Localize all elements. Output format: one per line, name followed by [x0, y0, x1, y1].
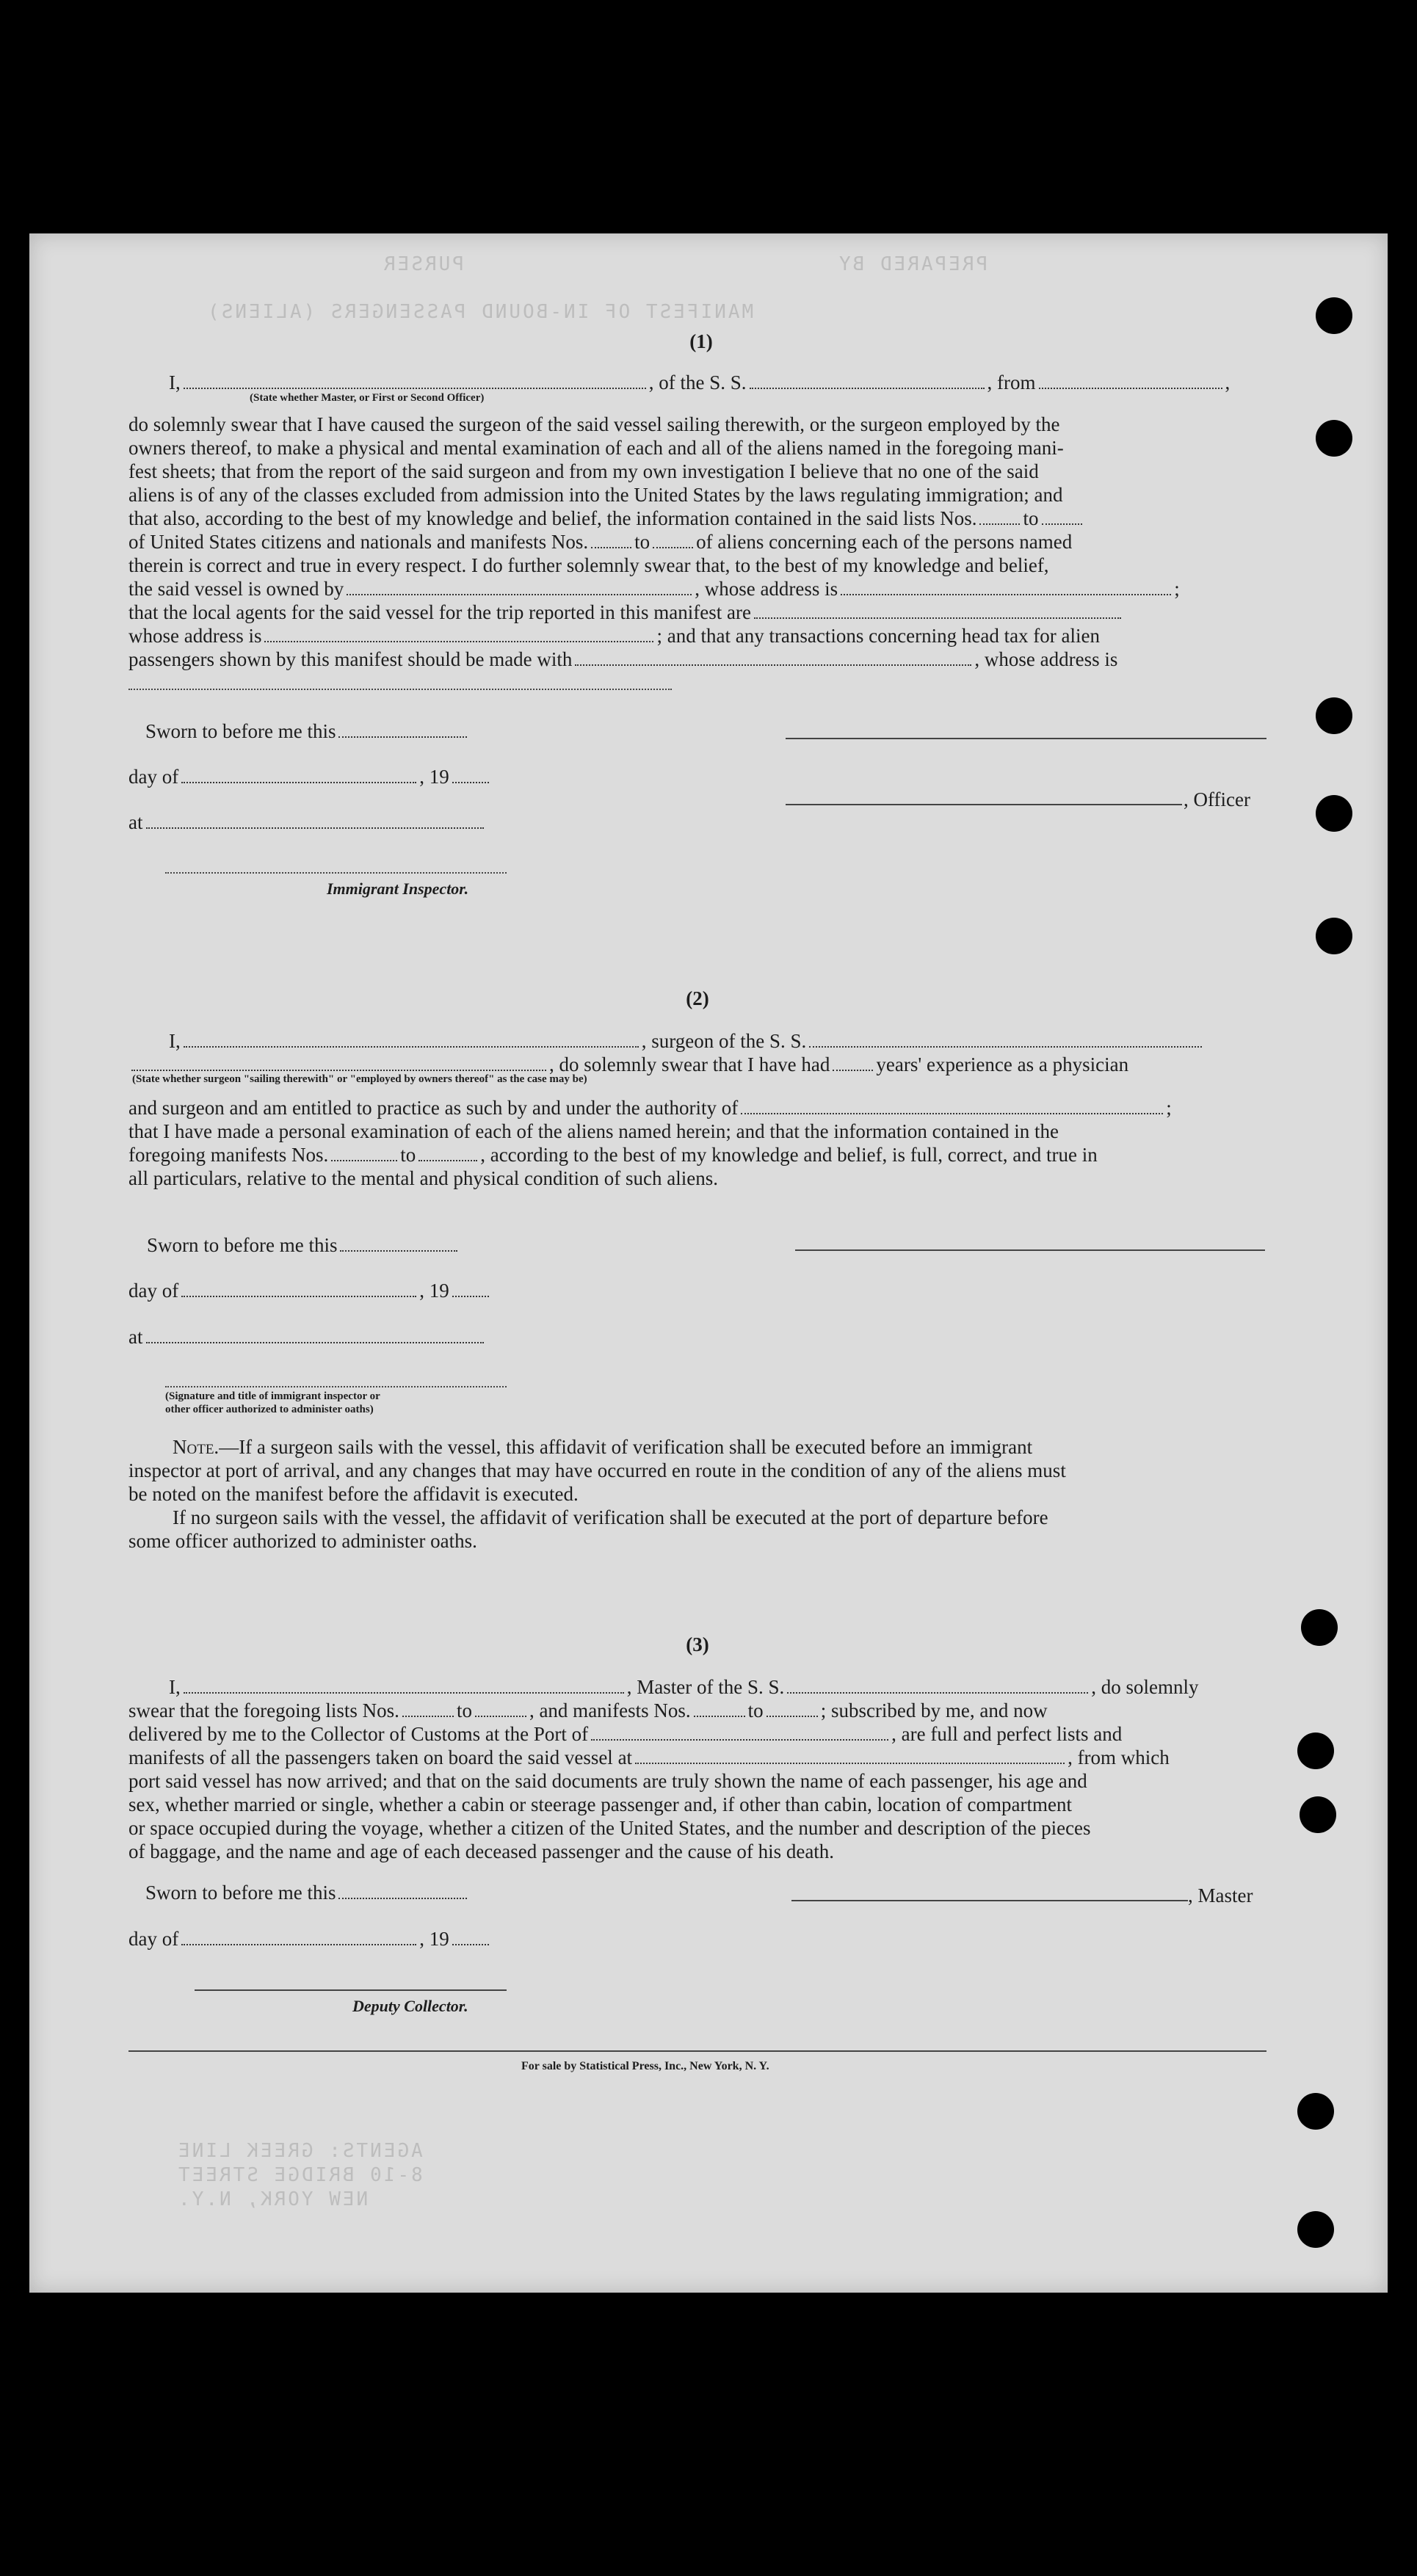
s2-day-of: day of — [128, 1280, 179, 1302]
s2-l3: that I have made a personal examination of each of the aliens named herein; and that the information contained in the — [128, 1120, 1059, 1142]
s2-year-blank[interactable] — [452, 1295, 489, 1297]
s3-master-blank[interactable] — [184, 1691, 624, 1694]
s3-list-to-blank[interactable] — [475, 1715, 526, 1717]
s3-manifest-to-blank[interactable] — [767, 1715, 818, 1717]
s3-l3a: delivered by me to the Collector of Customs at the Port of — [128, 1723, 589, 1745]
s2-at — [128, 1325, 487, 1349]
s1-officer-line — [169, 371, 1230, 394]
punch-hole — [1297, 2093, 1334, 2130]
s1-comma: , — [1225, 371, 1231, 393]
s2-ship-blank[interactable] — [809, 1045, 1202, 1048]
s1-l11b: , whose address is — [974, 648, 1118, 670]
s3-l2d: to — [747, 1699, 764, 1721]
s1-year: , 19 — [419, 766, 449, 788]
s3-l7: or space occupied during the voyage, whether a citizen of the United States, and the number and description of the pieces — [128, 1817, 1091, 1839]
s1-l7: therein is correct and true in every respect. I do further solemnly swear that, to the best of my knowledge and belief, — [128, 554, 1049, 576]
s1-l1: do solemnly swear that I have caused the surgeon of the said vessel sailing therewith, or the surgeon employed by the — [128, 413, 1060, 435]
s3-master-rule — [791, 1900, 1188, 1901]
s1-day — [128, 765, 492, 788]
s3-i: I, — [169, 1676, 181, 1698]
s1-agents-address-blank[interactable] — [264, 640, 653, 642]
s1-l6c: of aliens concerning each of the persons named — [696, 531, 1073, 553]
s1-at-blank[interactable] — [146, 827, 484, 829]
s1-manifest-from-blank[interactable] — [591, 546, 631, 548]
s1-inspector-label: Immigrant Inspector. — [327, 879, 469, 898]
s1-agents-blank[interactable] — [754, 617, 1121, 619]
s2-day — [128, 1279, 492, 1302]
s1-l8a: the said vessel is owned by — [128, 578, 344, 600]
s3-l4 — [128, 1746, 1170, 1769]
s1-l8c: ; — [1174, 578, 1180, 600]
s1-signature-rule — [786, 738, 1266, 739]
s3-l4a: manifests of all the passengers taken on board the said vessel at — [128, 1746, 633, 1768]
s3-l2c: , and manifests Nos. — [529, 1699, 691, 1721]
s1-officer-label: , Officer — [1184, 788, 1250, 810]
s1-inspector-rule — [165, 872, 507, 874]
s1-at-text: at — [128, 811, 143, 833]
s3-l3 — [128, 1722, 1122, 1746]
s1-address-rule — [128, 689, 672, 690]
s2-l5: all particulars, relative to the mental and physical condition of such aliens. — [128, 1167, 718, 1189]
s1-manifest-to-blank[interactable] — [653, 546, 693, 548]
s2-hint: (State whether surgeon "sailing therewith" or "employed by owners thereof" as the case may be) — [132, 1073, 587, 1085]
s1-year-blank[interactable] — [452, 781, 489, 783]
punch-hole — [1316, 918, 1352, 954]
s1-i: I, — [169, 371, 181, 393]
s1-sworn — [145, 719, 470, 743]
s3-l2b: to — [456, 1699, 472, 1721]
s3-ship-blank[interactable] — [787, 1691, 1088, 1694]
s2-manifest-from-blank[interactable] — [331, 1159, 397, 1161]
s1-l9 — [128, 601, 1124, 624]
s3-sworn — [145, 1881, 470, 1904]
s3-l2 — [128, 1699, 1048, 1722]
s2-l2 — [128, 1096, 1172, 1120]
s3-master-of: , Master of the S. S. — [626, 1676, 785, 1698]
s2-sworn-text: Sworn to before me this — [147, 1234, 338, 1256]
s1-list-to-blank[interactable] — [1042, 523, 1082, 525]
s2-at-text: at — [128, 1326, 143, 1348]
s2-note-1 — [173, 1435, 1032, 1459]
s2-sig-1: (Signature and title of immigrant inspector or — [165, 1390, 380, 1402]
s3-year: , 19 — [419, 1928, 449, 1950]
s1-l6b: to — [634, 531, 650, 553]
s1-headtax-blank[interactable] — [575, 664, 971, 666]
s1-l2: owners thereof, to make a physical and mental examination of each and all of the aliens named in the foregoing mani- — [128, 437, 1064, 459]
section-1-number: (1) — [689, 330, 713, 352]
ghost-prepared-by: PREPARED BY — [837, 253, 988, 275]
s1-owner-blank[interactable] — [347, 593, 692, 595]
s1-sworn-text: Sworn to before me this — [145, 720, 336, 742]
punch-hole — [1300, 1796, 1336, 1833]
s1-l3: fest sheets; that from the report of the said surgeon and from my own investigation I believe that no one of the said — [128, 460, 1039, 482]
s3-solemnly: , do solemnly — [1091, 1676, 1199, 1698]
s1-officer-rule — [786, 804, 1182, 805]
s2-note-4: If no surgeon sails with the vessel, the affidavit of verification shall be executed at the port of departure before — [173, 1506, 1048, 1528]
s2-l4b: to — [400, 1144, 416, 1166]
s2-l1b: years' experience as a physician — [876, 1053, 1129, 1075]
footer-printer: For sale by Statistical Press, Inc., New York, N. Y. — [521, 2060, 769, 2072]
ghost-agents-city: NEW YORK, N.Y. — [176, 2188, 369, 2210]
s1-day-of: day of — [128, 766, 179, 788]
section-3-number: (3) — [686, 1633, 709, 1655]
s1-sworn-blank[interactable] — [338, 736, 467, 738]
s1-l8 — [128, 577, 1180, 601]
s3-day — [128, 1927, 492, 1951]
s1-owner-address-blank[interactable] — [841, 593, 1171, 595]
s2-l2b: ; — [1166, 1097, 1172, 1119]
ghost-agents-street: 8-10 BRIDGE STREET — [176, 2164, 423, 2186]
s2-years-blank[interactable] — [833, 1069, 873, 1071]
s2-sworn — [147, 1233, 460, 1257]
s3-l4b: , from which — [1068, 1746, 1170, 1768]
s1-l8b: , whose address is — [695, 578, 838, 600]
s2-surgeon-status-blank[interactable] — [131, 1069, 546, 1071]
s1-l4: aliens is of any of the classes excluded from admission into the United States by the laws regulating immigration; and — [128, 484, 1063, 506]
s3-day-blank[interactable] — [181, 1943, 416, 1945]
s2-manifest-to-blank[interactable] — [418, 1159, 477, 1161]
s2-l2-text: and surgeon and am entitled to practice as such by and under the authority of — [128, 1097, 739, 1119]
s1-l11a: passengers shown by this manifest should be made with — [128, 648, 573, 670]
s2-year: , 19 — [419, 1280, 449, 1302]
s3-l1 — [169, 1675, 1198, 1699]
s3-l5: port said vessel has now arrived; and that on the said documents are truly shown the name of each passenger, his age and — [128, 1770, 1087, 1792]
ghost-purser: PURSER — [382, 253, 464, 275]
s1-officer-blank[interactable] — [184, 387, 646, 389]
s3-l2e: ; subscribed by me, and now — [820, 1699, 1048, 1721]
s2-surgeon-of: , surgeon of the S. S. — [641, 1030, 807, 1052]
punch-hole — [1316, 697, 1352, 734]
s2-authority-blank[interactable] — [741, 1112, 1163, 1114]
s1-l11 — [128, 647, 1117, 671]
punch-hole — [1316, 795, 1352, 832]
s1-from: , from — [987, 371, 1036, 393]
s2-l4a: foregoing manifests Nos. — [128, 1144, 329, 1166]
footer-rule — [128, 2050, 1266, 2052]
s1-l5b: to — [1023, 507, 1039, 529]
s3-port-blank[interactable] — [591, 1738, 888, 1741]
s3-l3b: , are full and perfect lists and — [891, 1723, 1123, 1745]
ghost-agents: AGENTS: GREEK LINE — [176, 2140, 423, 2162]
punch-hole — [1297, 1733, 1334, 1769]
s1-l5 — [128, 507, 1085, 530]
s2-note-3: be noted on the manifest before the affidavit is executed. — [128, 1483, 579, 1505]
s1-l6a: of United States citizens and nationals and manifests Nos. — [128, 531, 589, 553]
s3-collector-rule — [195, 1989, 507, 1991]
s3-l8: of baggage, and the name and age of each deceased passenger and the cause of his death. — [128, 1840, 835, 1862]
s2-day-blank[interactable] — [181, 1295, 416, 1297]
s2-l1a: , do solemnly swear that I have had — [549, 1053, 830, 1075]
s2-signature-rule — [795, 1249, 1265, 1251]
punch-hole — [1297, 2211, 1334, 2248]
s3-manifest-from-blank[interactable] — [694, 1715, 745, 1717]
s2-at-blank[interactable] — [146, 1341, 484, 1343]
s2-sig-2: other officer authorized to administer oaths) — [165, 1404, 374, 1415]
s3-collector-label: Deputy Collector. — [352, 1997, 468, 2015]
s2-l4c: , according to the best of my knowledge and belief, is full, correct, and true in — [480, 1144, 1098, 1166]
s3-list-from-blank[interactable] — [402, 1715, 454, 1717]
s1-ship-blank[interactable] — [750, 387, 985, 389]
s1-l6 — [128, 530, 1072, 554]
s1-list-from-blank[interactable] — [979, 523, 1020, 525]
s2-note1: —If a surgeon sails with the vessel, this affidavit of verification shall be executed before an immigrant — [219, 1436, 1033, 1458]
punch-hole — [1316, 297, 1352, 334]
s3-sworn-blank[interactable] — [338, 1897, 467, 1899]
s1-l10 — [128, 624, 1100, 647]
s2-inspector-rule — [165, 1386, 507, 1387]
s1-l9-text: that the local agents for the said vessel for the trip reported in this manifest are — [128, 601, 751, 623]
s1-hint: (State whether Master, or First or Second Officer) — [250, 392, 485, 404]
s3-l2a: swear that the foregoing lists Nos. — [128, 1699, 399, 1721]
s3-year-blank[interactable] — [452, 1943, 489, 1945]
punch-hole — [1301, 1609, 1338, 1646]
s2-note-label: Note. — [173, 1436, 220, 1458]
s1-of-ss: , of the S. S. — [648, 371, 747, 393]
ghost-manifest: MANIFEST OF IN-BOUND PASSENGERS (ALIENS) — [206, 301, 754, 323]
s1-l5a: that also, according to the best of my knowledge and belief, the information contained in the said lists Nos. — [128, 507, 977, 529]
punch-hole — [1316, 420, 1352, 457]
s3-master-label: , Master — [1188, 1884, 1253, 1906]
section-2-number: (2) — [686, 987, 709, 1009]
s2-l4 — [128, 1143, 1098, 1167]
s1-day-blank[interactable] — [181, 781, 416, 783]
s2-surgeon-blank[interactable] — [184, 1045, 639, 1048]
s1-l10a: whose address is — [128, 625, 262, 647]
s3-l6: sex, whether married or single, whether a cabin or steerage passenger and, if other than cabin, location of compartment — [128, 1793, 1073, 1815]
s2-sworn-blank[interactable] — [340, 1249, 457, 1252]
s2-note-5: some officer authorized to administer oaths. — [128, 1530, 477, 1552]
s1-at — [128, 810, 487, 834]
s3-day-of: day of — [128, 1928, 179, 1950]
s2-note-2: inspector at port of arrival, and any changes that may have occurred en route in the condition of any of the aliens must — [128, 1459, 1066, 1481]
s3-sworn-text: Sworn to before me this — [145, 1882, 336, 1904]
s2-l0 — [169, 1029, 1205, 1053]
s1-from-blank[interactable] — [1039, 387, 1222, 389]
s2-i: I, — [169, 1030, 181, 1052]
s3-vessel-port-blank[interactable] — [635, 1762, 1065, 1764]
s1-l10b: ; and that any transactions concerning head tax for alien — [656, 625, 1101, 647]
